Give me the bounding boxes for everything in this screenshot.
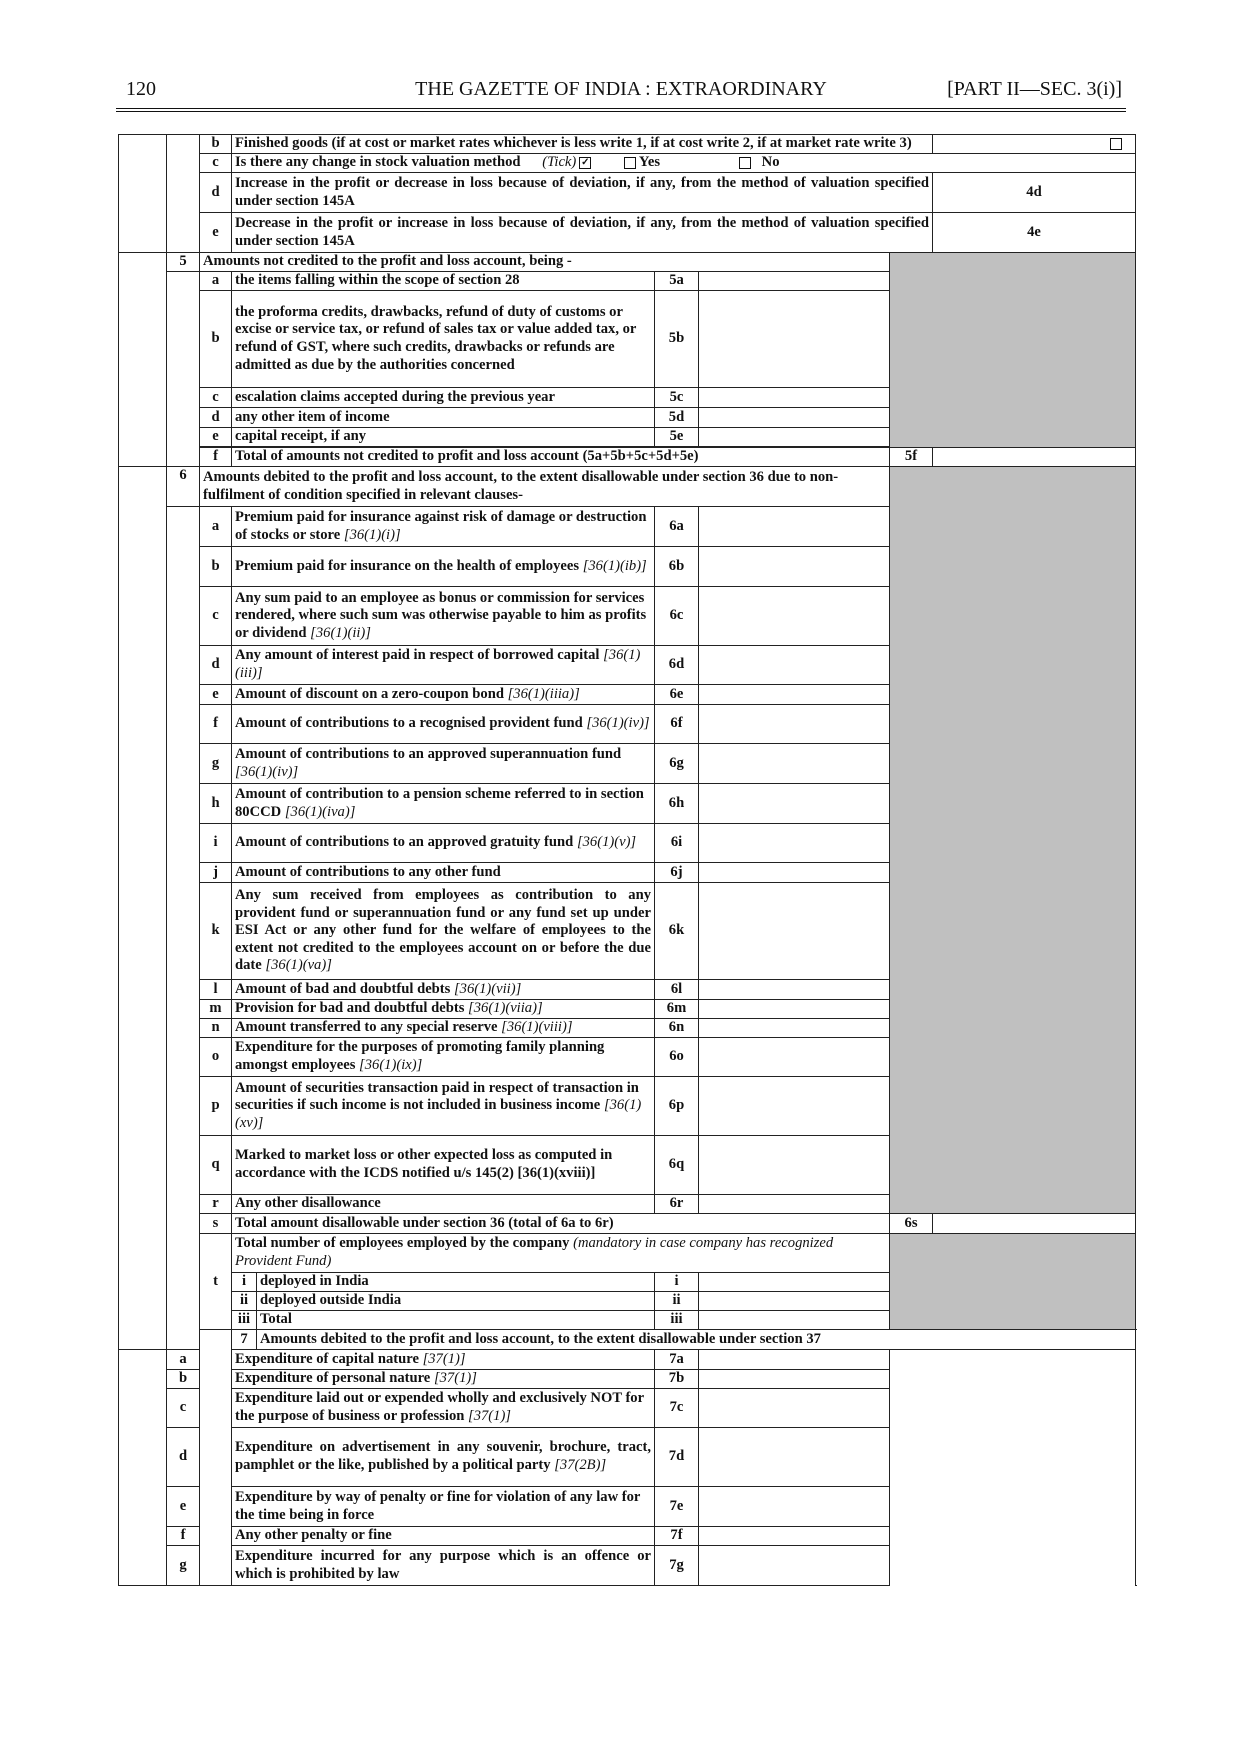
section-ref: [36(1)(ix)] bbox=[359, 1057, 423, 1073]
table-row-6f: f Amount of contributions to a recognised provident fund [36(1)(iv)] 6f bbox=[119, 705, 1136, 744]
code-label: 6f bbox=[655, 705, 699, 744]
table-row-6r: r Any other disallowance 6r bbox=[119, 1195, 1136, 1214]
amount-input-5b[interactable] bbox=[699, 291, 890, 388]
code-label: 7b bbox=[655, 1370, 699, 1389]
code-label: 4e bbox=[933, 213, 1136, 253]
table-row-5f: f Total of amounts not credited to profit and loss account (5a+5b+5c+5d+5e) 5f bbox=[119, 448, 1136, 467]
table-row-6c: c Any sum paid to an employee as bonus or commission for services rendered, where such sum was otherwise payable to him as profits or dividend [36(1)(ii)] 6c bbox=[119, 587, 1136, 646]
table-row-6l: l Amount of bad and doubtful debts [36(1)(vii)] 6l bbox=[119, 980, 1136, 1000]
section-title: Amounts not credited to the profit and loss account, being - bbox=[200, 253, 890, 272]
row-label: the proforma credits, drawbacks, refund of duty of customs or excise or service tax, or refund of sales tax or value added tax, or refund of GST, where such credits, drawbacks or refunds are admitted as due by the authorities concerned bbox=[232, 291, 655, 388]
section-ref: [37(1)] bbox=[422, 1350, 466, 1367]
row-label: Decrease in the profit or increase in loss because of deviation, if any, from the method of valuation specified under section 145A bbox=[232, 213, 933, 253]
row-label: Marked to market loss or other expected loss as computed in accordance with the ICDS notified u/s 145(2) [36(1)(xviii)] bbox=[232, 1136, 655, 1195]
amount-input-5f[interactable] bbox=[933, 448, 1136, 467]
table-row-7f: f Any other penalty or fine 7f bbox=[119, 1527, 1136, 1546]
code-label: 6l bbox=[655, 980, 699, 1000]
table-row-6b: b Premium paid for insurance on the health of employees [36(1)(ib)] 6b bbox=[119, 547, 1136, 587]
amount-input-7d[interactable] bbox=[699, 1428, 890, 1487]
amount-input-5c[interactable] bbox=[699, 388, 890, 408]
page-header bbox=[116, 78, 1126, 106]
code-label: ii bbox=[655, 1292, 699, 1311]
row-label: deployed in India bbox=[257, 1273, 655, 1292]
code-label: 5f bbox=[890, 448, 933, 467]
row-label: Any other disallowance bbox=[232, 1195, 655, 1214]
row-label: Amount of contributions to any other fund bbox=[232, 863, 655, 883]
code-label: 6r bbox=[655, 1195, 699, 1214]
table-row-7g: g Expenditure incurred for any purpose which is an offence or which is prohibited by law 7g bbox=[119, 1546, 1136, 1586]
amount-input-6c[interactable] bbox=[699, 587, 890, 646]
row-label: Finished goods (if at cost or market rates whichever is less write 1, if at cost write 2, if at market rate write 3) bbox=[232, 135, 933, 154]
amount-input-6j[interactable] bbox=[699, 863, 890, 883]
section-label: [PART II—SEC. 3(i)] bbox=[947, 78, 1122, 100]
table-row-5b: b the proforma credits, drawbacks, refund of duty of customs or excise or service tax, or refund of sales tax or value added tax, or refund of GST, where such credits, drawbacks or refunds are admitted as due by the authorities concerned 5b bbox=[119, 291, 1136, 388]
amount-input-6n[interactable] bbox=[699, 1019, 890, 1038]
row-label: Expenditure of personal nature bbox=[235, 1370, 431, 1387]
table-row-4b: b Finished goods (if at cost or market rates whichever is less write 1, if at cost write 2, if at market rate write 3) bbox=[119, 135, 1136, 154]
row-label: Amount of contributions to an approved superannuation fund bbox=[235, 745, 622, 762]
section-ref: [36(1)(i)] bbox=[343, 526, 401, 543]
section-ref: [36(1)(iva)] bbox=[284, 803, 356, 820]
row-label: Amount of contribution to a pension scheme referred to in section 80CCD bbox=[235, 785, 644, 820]
table-row-5c: c escalation claims accepted during the previous year 5c bbox=[119, 388, 1136, 408]
count-input-outside[interactable] bbox=[699, 1292, 890, 1311]
code-label: 7g bbox=[655, 1546, 699, 1586]
row-label: Expenditure of capital nature bbox=[235, 1350, 419, 1367]
shaded-area bbox=[890, 253, 1136, 448]
table-row-6q: q Marked to market loss or other expected loss as computed in accordance with the ICDS notified u/s 145(2) [36(1)(xviii)] 6q bbox=[119, 1136, 1136, 1195]
code-label: 7a bbox=[655, 1350, 699, 1370]
row-label: Any sum paid to an employee as bonus or commission for services rendered, where such sum was otherwise payable to him as profits or dividend bbox=[235, 589, 647, 641]
code-label: 6c bbox=[655, 587, 699, 646]
table-row-5d: d any other item of income 5d bbox=[119, 408, 1136, 428]
checkmark-icon: ✓ bbox=[581, 156, 590, 168]
code-label: 6g bbox=[655, 744, 699, 784]
row-label: the items falling within the scope of section 28 bbox=[232, 272, 655, 291]
code-label: 5a bbox=[655, 272, 699, 291]
table-row-6h: h Amount of contribution to a pension scheme referred to in section 80CCD [36(1)(iva)] 6h bbox=[119, 784, 1136, 824]
table-row-6a: a Premium paid for insurance against risk of damage or destruction of stocks or store [36(1)(i)] 6a bbox=[119, 507, 1136, 547]
code-label: 6k bbox=[655, 883, 699, 980]
code-label: 6a bbox=[655, 507, 699, 547]
gazette-title: THE GAZETTE OF INDIA : EXTRAORDINARY bbox=[415, 78, 827, 100]
code-label: 6o bbox=[655, 1038, 699, 1077]
item-number: 5 bbox=[167, 253, 200, 272]
row-label: Amount of discount on a zero-coupon bond bbox=[235, 685, 504, 702]
yes-checkbox[interactable] bbox=[624, 157, 636, 169]
table-row-4e: e Decrease in the profit or increase in loss because of deviation, if any, from the method of valuation specified under section 145A 4e bbox=[119, 213, 1136, 253]
table-row-6t-i: i deployed in India i bbox=[119, 1273, 1136, 1292]
shaded-area bbox=[890, 1234, 1136, 1330]
amount-input-6o[interactable] bbox=[699, 1038, 890, 1077]
amount-input-6d[interactable] bbox=[699, 646, 890, 685]
section-row-6 bbox=[119, 467, 1136, 507]
row-label: any other item of income bbox=[232, 408, 655, 428]
amount-input-6e[interactable] bbox=[699, 685, 890, 705]
amount-input-7e[interactable] bbox=[699, 1487, 890, 1527]
section-ref: [36(1)(xv)] bbox=[235, 1097, 642, 1131]
code-label: 5e bbox=[655, 428, 699, 447]
amount-input-6m[interactable] bbox=[699, 1000, 890, 1019]
table-row-6m: m Provision for bad and doubtful debts [36(1)(viia)] 6m bbox=[119, 1000, 1136, 1019]
amount-input-6f[interactable] bbox=[699, 705, 890, 744]
section-ref: [36(1)(ib)] bbox=[582, 557, 647, 574]
finished-goods-input[interactable] bbox=[933, 135, 1136, 154]
code-label: 6j bbox=[655, 863, 699, 883]
row-label: Expenditure on advertisement in any souvenir, brochure, tract, pamphlet or the like, published by a political party bbox=[235, 1439, 651, 1473]
section-title: Amounts debited to the profit and loss account, to the extent disallowable under section 36 due to non-fulfilment of condition specified in relevant clauses- bbox=[200, 467, 890, 507]
row-label: Amount of bad and doubtful debts bbox=[235, 980, 451, 997]
amount-input-6s[interactable] bbox=[933, 1214, 1136, 1234]
row-label: Total of amounts not credited to profit and loss account (5a+5b+5c+5d+5e) bbox=[232, 448, 890, 467]
amount-input-6p[interactable] bbox=[699, 1077, 890, 1136]
row-label: Expenditure laid out or expended wholly and exclusively NOT for the purpose of business or profession bbox=[235, 1390, 644, 1424]
code-label: 6i bbox=[655, 824, 699, 863]
amount-input-7f[interactable] bbox=[699, 1527, 890, 1546]
row-label: Expenditure by way of penalty or fine for violation of any law for the time being in force bbox=[232, 1487, 655, 1527]
section-ref: [36(1)(ii)] bbox=[310, 624, 371, 641]
no-label: No bbox=[761, 154, 780, 171]
table-row-4c: c Is there any change in stock valuation method (Tick) ✓ Yes No bbox=[119, 154, 1136, 173]
code-label: 6h bbox=[655, 784, 699, 824]
amount-input-6g[interactable] bbox=[699, 744, 890, 784]
amount-input-5e[interactable] bbox=[699, 428, 890, 447]
row-label: Is there any change in stock valuation method bbox=[235, 154, 521, 171]
row-label: Provision for bad and doubtful debts bbox=[235, 1000, 465, 1017]
amount-input-7b[interactable] bbox=[699, 1370, 890, 1389]
yes-label: Yes bbox=[638, 154, 660, 171]
row-label: Total amount disallowable under section 36 (total of 6a to 6r) bbox=[232, 1214, 890, 1234]
row-label: Any amount of interest paid in respect of borrowed capital bbox=[235, 647, 600, 664]
item-number: 6 bbox=[167, 467, 200, 507]
code-label: 7d bbox=[655, 1428, 699, 1487]
table-row-6t: t Total number of employees employed by the company (mandatory in case company has recognized Provident Fund) bbox=[119, 1234, 1136, 1273]
row-label: Amount transferred to any special reserve bbox=[235, 1019, 498, 1036]
code-label: 6b bbox=[655, 547, 699, 587]
section-ref: [36(1)(viia)] bbox=[468, 1000, 543, 1017]
table-row-7d: d Expenditure on advertisement in any souvenir, brochure, tract, pamphlet or the like, published by a political party [37(2B)] 7d bbox=[119, 1428, 1136, 1487]
amount-input-6r[interactable] bbox=[699, 1195, 890, 1214]
table-row-5a: a the items falling within the scope of section 28 5a bbox=[119, 272, 1136, 291]
count-input-total[interactable] bbox=[699, 1311, 890, 1330]
row-label: Increase in the profit or decrease in loss because of deviation, if any, from the method of valuation specified under section 145A bbox=[232, 173, 933, 213]
code-label: 5d bbox=[655, 408, 699, 428]
amount-input-5a[interactable] bbox=[699, 272, 890, 291]
section-ref: [36(1)(viii)] bbox=[501, 1019, 573, 1036]
row-label: Amount of securities transaction paid in respect of transaction in securities if such income is not included in business income bbox=[235, 1079, 639, 1114]
row-label: Premium paid for insurance against risk of damage or destruction of stocks or store bbox=[235, 508, 647, 543]
tick-hint: (Tick) bbox=[542, 154, 577, 171]
code-label: 7c bbox=[655, 1389, 699, 1428]
amount-input-6q[interactable] bbox=[699, 1136, 890, 1195]
table-row-5e: e capital receipt, if any 5e bbox=[119, 428, 1136, 447]
section-ref: [36(1)(iv)] bbox=[586, 715, 650, 732]
table-row-6j: j Amount of contributions to any other fund 6j bbox=[119, 863, 1136, 883]
table-row-7a: a Expenditure of capital nature [37(1)] 7a bbox=[119, 1350, 1136, 1370]
checkbox-icon[interactable] bbox=[1110, 138, 1122, 150]
table-row-6t-ii: ii deployed outside India ii bbox=[119, 1292, 1136, 1311]
code-label: 5c bbox=[655, 388, 699, 408]
code-label: 7f bbox=[655, 1527, 699, 1546]
table-row-6s: s Total amount disallowable under section 36 (total of 6a to 6r) 6s bbox=[119, 1214, 1136, 1234]
row-label: Expenditure incurred for any purpose which is an offence or which is prohibited by law bbox=[232, 1546, 655, 1586]
header-rule-double bbox=[116, 111, 1126, 112]
header-rule bbox=[116, 108, 1126, 109]
section-ref: [37(2B)] bbox=[554, 1457, 607, 1473]
section-ref: [36(1)(vii)] bbox=[454, 980, 522, 997]
amount-input-6k[interactable] bbox=[699, 883, 890, 980]
section-ref: [36(1)(iiia)] bbox=[507, 685, 580, 702]
amount-input-6l[interactable] bbox=[699, 980, 890, 1000]
code-label: 6s bbox=[890, 1214, 933, 1234]
table-row-7c: c Expenditure laid out or expended wholly and exclusively NOT for the purpose of business or profession [37(1)] 7c bbox=[119, 1389, 1136, 1428]
code-label: 4d bbox=[933, 173, 1136, 213]
section-ref: [36(1)(v)] bbox=[576, 834, 637, 851]
code-label: 6n bbox=[655, 1019, 699, 1038]
row-label: deployed outside India bbox=[257, 1292, 655, 1311]
section-row-7 bbox=[119, 1330, 1136, 1350]
table-row-6e: e Amount of discount on a zero-coupon bond [36(1)(iiia)] 6e bbox=[119, 685, 1136, 705]
code-label: 6q bbox=[655, 1136, 699, 1195]
code-label: 6e bbox=[655, 685, 699, 705]
table-row-7e: e Expenditure by way of penalty or fine for violation of any law for the time being in force 7e bbox=[119, 1487, 1136, 1527]
row-label: capital receipt, if any bbox=[232, 428, 655, 447]
amount-input-7c[interactable] bbox=[699, 1389, 890, 1428]
section-title: Amounts debited to the profit and loss account, to the extent disallowable under section 37 bbox=[257, 1330, 1136, 1350]
code-label: 5b bbox=[655, 291, 699, 388]
row-note: (mandatory in case company has recognized Provident Fund) bbox=[235, 1235, 834, 1269]
shaded-area bbox=[890, 467, 1136, 1214]
row-label: Amount of contributions to an approved gratuity fund bbox=[235, 834, 574, 851]
table-row-6n: n Amount transferred to any special reserve [36(1)(viii)] 6n bbox=[119, 1019, 1136, 1038]
row-label: Any other penalty or fine bbox=[232, 1527, 655, 1546]
row-label: Expenditure for the purposes of promoting family planning amongst employees bbox=[235, 1039, 605, 1073]
table-row-6d: d Any amount of interest paid in respect of borrowed capital [36(1)(iii)] 6d bbox=[119, 646, 1136, 685]
code-label: iii bbox=[655, 1311, 699, 1330]
section-ref: [36(1)(va)] bbox=[265, 957, 332, 974]
table-row-6g: g Amount of contributions to an approved superannuation fund [36(1)(iv)] 6g bbox=[119, 744, 1136, 784]
amount-input-7a[interactable] bbox=[699, 1350, 890, 1370]
section-row-5 bbox=[119, 253, 1136, 272]
row-label: Any sum received from employees as contribution to any provident fund or superannuation fund or any fund set up under ESI Act or any other fund for the welfare of employees to the extent not credited to the employees account on or before the due date bbox=[235, 887, 651, 974]
row-label: Amount of contributions to a recognised provident fund bbox=[235, 715, 583, 732]
section-ref: [37(1)] bbox=[468, 1408, 511, 1424]
section-ref: [37(1)] bbox=[433, 1370, 477, 1387]
code-label: i bbox=[655, 1273, 699, 1292]
amount-input-6b[interactable] bbox=[699, 547, 890, 587]
amount-input-6h[interactable] bbox=[699, 784, 890, 824]
table-row-6t-iii: iii Total iii bbox=[119, 1311, 1136, 1330]
section-ref: [36(1)(iv)] bbox=[235, 763, 299, 780]
row-label: Total number of employees employed by the company bbox=[235, 1235, 570, 1252]
amount-input-6a[interactable] bbox=[699, 507, 890, 547]
table-row-4d: d Increase in the profit or decrease in loss because of deviation, if any, from the method of valuation specified under section 145A 4d bbox=[119, 173, 1136, 213]
table-row-6p: p Amount of securities transaction paid in respect of transaction in securities if such income is not included in business income [36(1)(xv)] 6p bbox=[119, 1077, 1136, 1136]
row-label: escalation claims accepted during the previous year bbox=[232, 388, 655, 408]
table-row-7b: b Expenditure of personal nature [37(1)] 7b bbox=[119, 1370, 1136, 1389]
item-number: 7 bbox=[232, 1330, 257, 1350]
page-number: 120 bbox=[126, 78, 156, 100]
row-label: Total bbox=[257, 1311, 655, 1330]
section-ref: [36(1)(iii)] bbox=[235, 647, 641, 681]
code-label: 6p bbox=[655, 1077, 699, 1136]
code-label: 7e bbox=[655, 1487, 699, 1527]
amount-input-5d[interactable] bbox=[699, 408, 890, 428]
count-input-india[interactable] bbox=[699, 1273, 890, 1292]
amount-input-7g[interactable] bbox=[699, 1546, 890, 1586]
schedule-table bbox=[118, 134, 1136, 1586]
code-label: 6m bbox=[655, 1000, 699, 1019]
row-label: Premium paid for insurance on the health of employees bbox=[235, 557, 580, 574]
no-checkbox[interactable] bbox=[739, 157, 751, 169]
table-row-6k: k Any sum received from employees as contribution to any provident fund or superannuation fund or any fund set up under ESI Act or any other fund for the welfare of employees to the extent not credited to the employees account on or before the due date [36(1)(va)] 6k bbox=[119, 883, 1136, 980]
amount-input-6i[interactable] bbox=[699, 824, 890, 863]
table-row-6o: o Expenditure for the purposes of promoting family planning amongst employees [36(1)(ix)] 6o bbox=[119, 1038, 1136, 1077]
table-row-6i: i Amount of contributions to an approved gratuity fund [36(1)(v)] 6i bbox=[119, 824, 1136, 863]
code-label: 6d bbox=[655, 646, 699, 685]
